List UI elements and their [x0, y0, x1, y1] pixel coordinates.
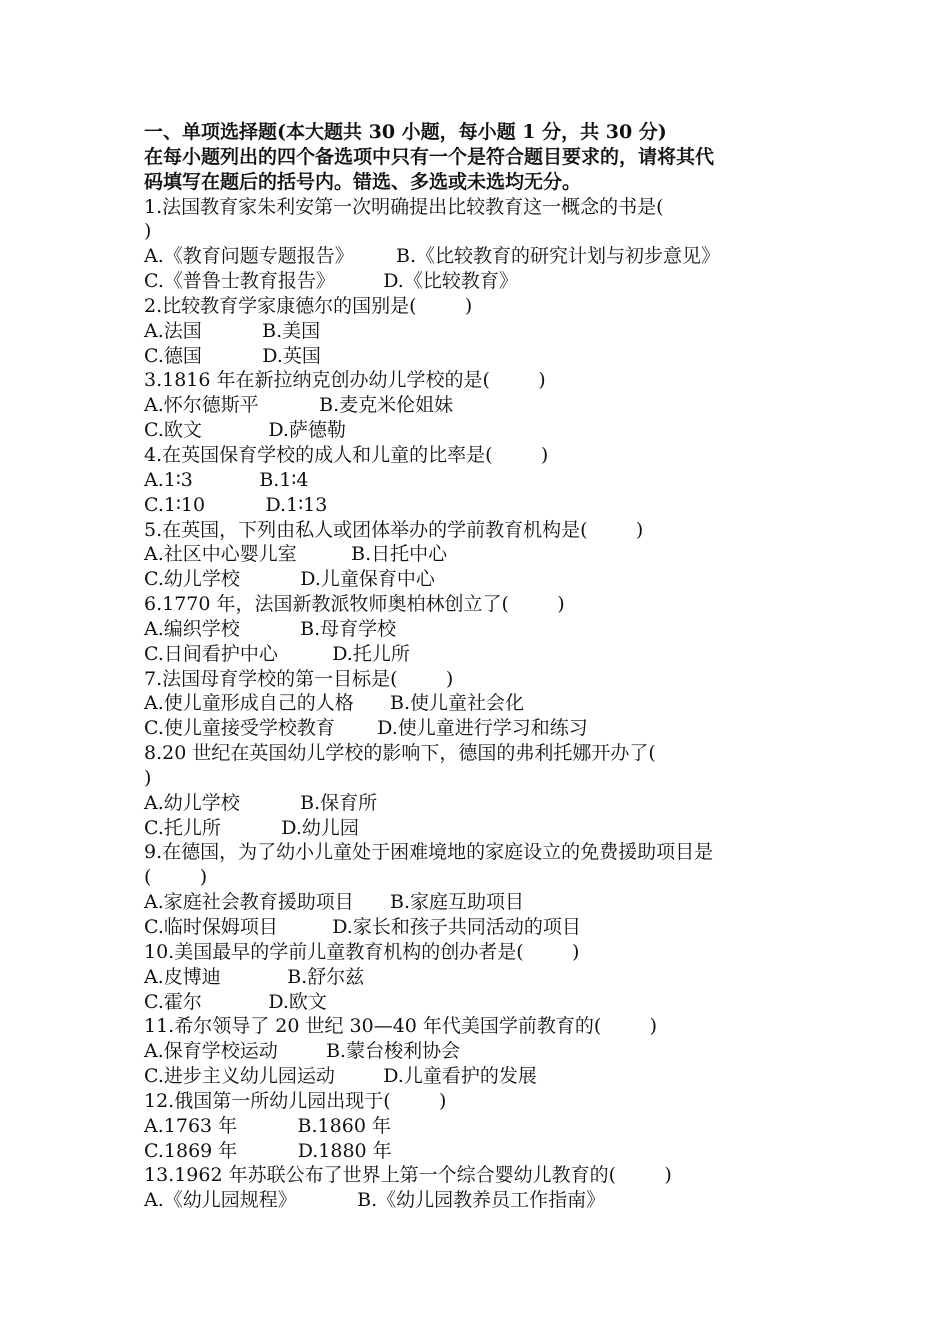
question-line: 5.在英国，下列由私人或团体举办的学前教育机构是( ): [144, 518, 644, 541]
question-line: 4.在英国保育学校的成人和儿童的比率是( ): [144, 443, 549, 466]
question-line: A.编织学校 B.母育学校: [144, 617, 397, 640]
question-line: A.1763 年 B.1860 年: [144, 1114, 391, 1137]
question-line: C.日间看护中心 D.托儿所: [144, 642, 410, 665]
question-line: A.幼儿学校 B.保育所: [144, 791, 378, 814]
section-title: 一、单项选择题(本大题共 30 小题，每小题 1 分，共 30 分): [144, 121, 667, 143]
question-line: 2.比较教育学家康德尔的国别是( ): [144, 294, 473, 317]
question-line: 1.法国教育家朱利安第一次明确提出比较教育这一概念的书是(: [144, 195, 664, 218]
question-line: C.《普鲁士教育报告》 D.《比较教育》: [144, 270, 518, 293]
question-line: A.法国 B.美国: [144, 319, 321, 342]
section-instructions-line-1: 在每小题列出的四个备选项中只有一个是符合题目要求的，请将其代: [144, 145, 715, 168]
question-line: A.皮博迪 B.舒尔兹: [144, 965, 365, 988]
question-line: C.德国 D.英国: [144, 344, 321, 367]
question-line: 11.希尔领导了 20 世纪 30—40 年代美国学前教育的( ): [144, 1015, 658, 1038]
question-line: C.使儿童接受学校教育 D.使儿童进行学习和练习: [144, 717, 588, 740]
question-line: 13.1962 年苏联公布了世界上第一个综合婴幼儿教育的( ): [144, 1164, 672, 1187]
question-line: 8.20 世纪在英国幼儿学校的影响下，德国的弗利托娜开办了(: [144, 742, 656, 765]
question-line: C.临时保姆项目 D.家长和孩子共同活动的项目: [144, 916, 581, 938]
question-line: C.1869 年 D.1880 年: [144, 1139, 392, 1162]
question-line: C.霍尔 D.欧文: [144, 990, 327, 1013]
question-list: [144, 195, 824, 1214]
question-line: C.进步主义幼儿园运动 D.儿童看护的发展: [144, 1065, 537, 1088]
question-line: A.社区中心婴儿室 B.日托中心: [144, 543, 448, 566]
question-line: ): [144, 220, 152, 243]
exam-page: [144, 120, 824, 1213]
question-line: A.怀尔德斯平 B.麦克米伦姐妹: [144, 394, 454, 417]
question-line: ): [144, 766, 152, 789]
question-line: C.欧文 D.萨德勒: [144, 419, 346, 442]
question-line: A.使儿童形成自己的人格 B.使儿童社会化: [144, 692, 525, 715]
question-line: C.幼儿学校 D.儿童保育中心: [144, 568, 435, 591]
question-line: C.托儿所 D.幼儿园: [144, 816, 359, 839]
question-line: C.1∶10 D.1∶13: [144, 493, 328, 516]
question-line: A.《幼儿园规程》 B.《幼儿园教养员工作指南》: [144, 1189, 606, 1212]
question-line: 6.1770 年，法国新教派牧师奥柏林创立了( ): [144, 593, 565, 616]
question-line: 7.法国母育学校的第一目标是( ): [144, 667, 454, 690]
question-line: ( ): [144, 866, 208, 889]
question-line: A.家庭社会教育援助项目 B.家庭互助项目: [144, 891, 525, 914]
question-line: A.1∶3 B.1∶4: [144, 468, 309, 491]
question-line: A.《教育问题专题报告》 B.《比较教育的研究计划与初步意见》: [144, 245, 721, 268]
question-line: 9.在德国，为了幼小儿童处于困难境地的家庭设立的免费援助项目是: [144, 841, 714, 864]
section-instructions-line-2: 码填写在题后的括号内。错选、多选或未选均无分。: [144, 170, 582, 193]
question-line: A.保育学校运动 B.蒙台梭利协会: [144, 1040, 461, 1063]
question-line: 12.俄国第一所幼儿园出现于( ): [144, 1089, 447, 1112]
question-line: 3.1816 年在新拉纳克创办幼儿学校的是( ): [144, 369, 546, 392]
question-line: 10.美国最早的学前儿童教育机构的创办者是( ): [144, 940, 580, 963]
